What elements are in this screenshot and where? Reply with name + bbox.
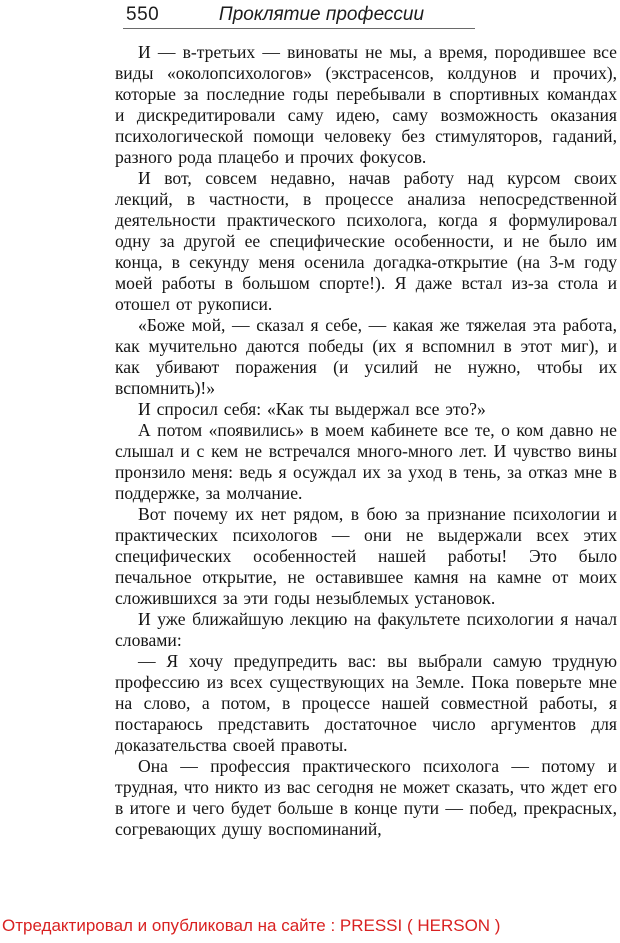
paragraph: А потом «появились» в моем кабинете все те, о ком давно не слышал и с кем не встречался много-много лет. И чувство вины пронзило меня: ведь я осуждал их за уход в тень, за отказ мне в поддержке, за молчание.: [115, 420, 617, 503]
paragraph: Она — профессия практического психолога — потому и трудная, что никто из вас сегодня не может сказать, что ждет его в итоге и чего будет больше в конце пути — побед, прекрасных, согревающих душу воспоминаний,: [115, 756, 617, 839]
paragraph: И вот, совсем недавно, начав работу над курсом своих лекций, в частности, в процессе анализа непосредственной деятельности практического психолога, когда я формулировал одну за другой ее специфические особенности, и не было им конца, в секунду меня осенила догадка-открытие (на 3-м году моей работы в большом спорте!). Я даже встал из-за стола и отошел от рукописи.: [115, 168, 617, 314]
paragraph: И спросил себя: «Как ты выдержал все это?»: [138, 399, 486, 419]
page-number: 550: [126, 4, 160, 25]
watermark-text: Отредактировал и опубликовал на сайте : PRESSI ( HERSON ): [2, 916, 501, 935]
paragraph: И уже ближайшую лекцию на факультете психологии я начал словами:: [115, 609, 617, 650]
paragraph: Вот почему их нет рядом, в бою за признание психологии и практических психологов — они не выдержали всех этих специфических особенностей нашей работы! Это было печальное открытие, не оставившее камня на камне от моих сложившихся за эти годы незыблемых установок.: [115, 504, 617, 608]
running-head-title: Проклятие профессии: [218, 4, 425, 25]
paragraph: И — в-третьих — виноваты не мы, а время, породившее все виды «околопсихологов» (экстрасенсов, колдунов и прочих), которые за последние годы перебывали в спортивных командах и дискредитировали саму идею, саму возможность оказания психологической помощи человеку без стимуляторов, гаданий, разного рода плацебо и прочих фокусов.: [115, 42, 617, 167]
page-header: [123, 4, 475, 29]
body-text: [115, 42, 617, 840]
paragraph: «Боже мой, — сказал я себе, — какая же тяжелая эта работа, как мучительно даются победы (их я вспомнил в этот миг), и как убивают поражения (и усилий не нужно, чтобы их вспомнить)!»: [115, 315, 617, 398]
paragraph: — Я хочу предупредить вас: вы выбрали самую трудную профессию из всех существующих на Земле. Пока поверьте мне на слово, а потом, в процессе нашей совместной работы, я постараюсь представить достаточное число аргументов для доказательства своей правоты.: [115, 651, 617, 755]
